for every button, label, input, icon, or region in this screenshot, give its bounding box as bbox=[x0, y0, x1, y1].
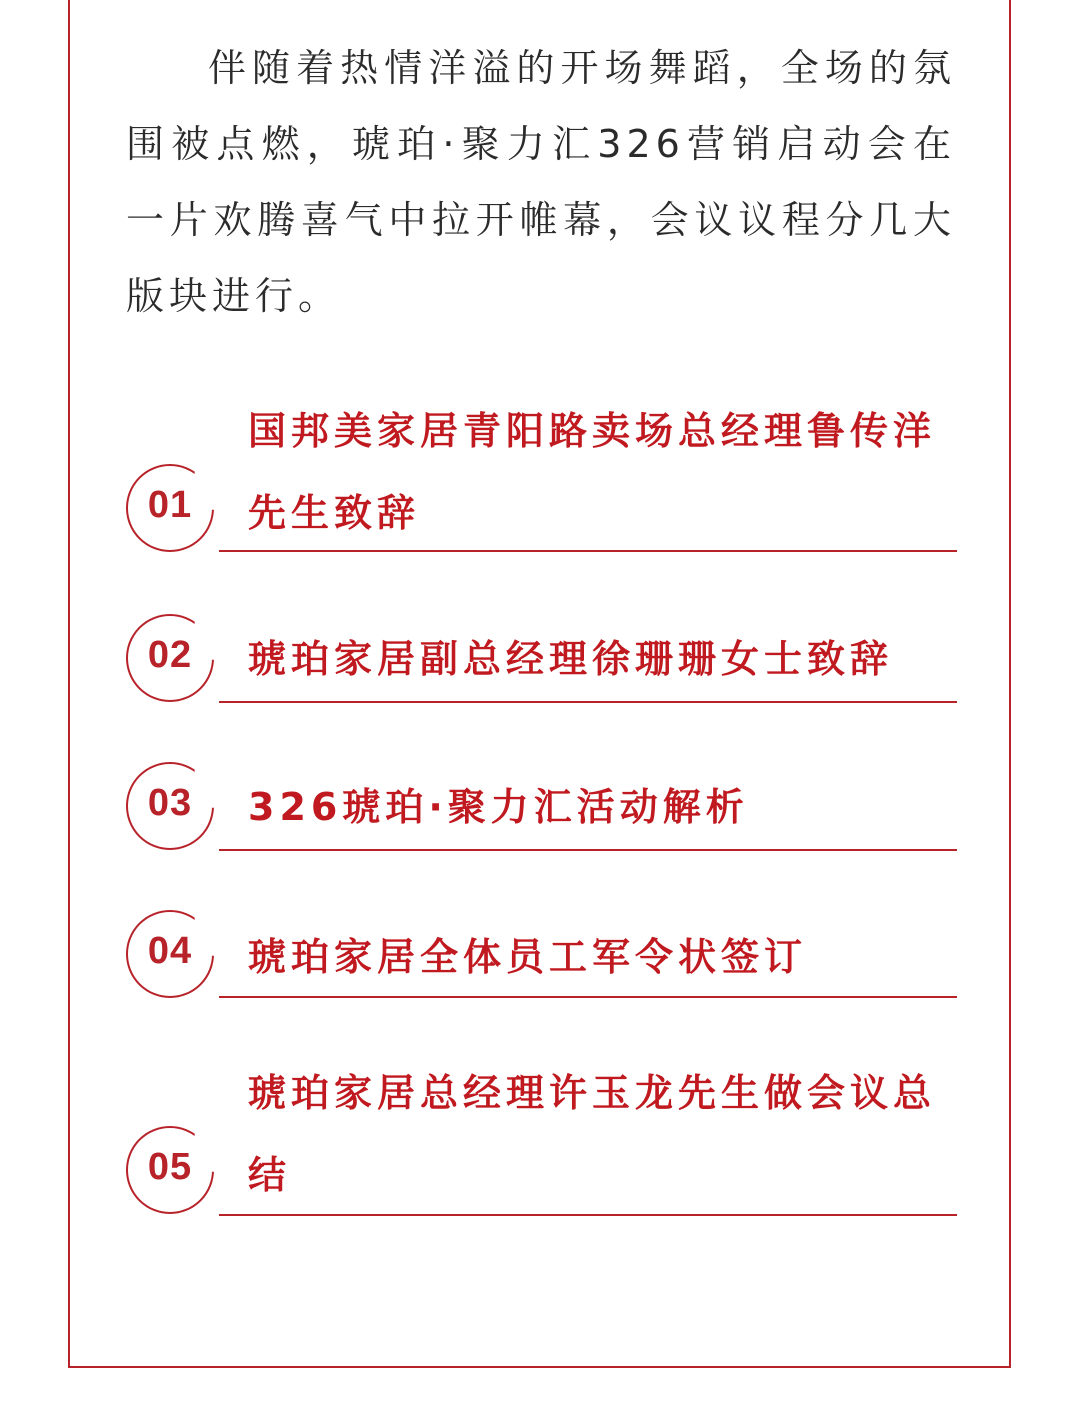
agenda-item-01 bbox=[126, 390, 958, 560]
intro-paragraph: 伴随着热情洋溢的开场舞蹈，全场的氛围被点燃，琥珀·聚力汇326营销启动会在一片欢腾喜气中拉开帷幕，会议议程分几大版块进行。 bbox=[126, 46, 956, 318]
agenda-item-03 bbox=[126, 760, 958, 856]
agenda-underline bbox=[219, 996, 957, 998]
agenda-underline bbox=[219, 701, 957, 703]
agenda-title: 琥珀家居全体员工军令状签订 bbox=[248, 935, 808, 979]
agenda-number: 04 bbox=[147, 930, 193, 972]
agenda-underline bbox=[219, 849, 957, 851]
agenda-number: 05 bbox=[147, 1146, 193, 1188]
agenda-number: 03 bbox=[147, 782, 193, 824]
agenda-underline bbox=[219, 1214, 957, 1216]
agenda-underline bbox=[219, 550, 957, 552]
agenda-item-05 bbox=[126, 1052, 958, 1222]
agenda-title: 国邦美家居青阳路卖场总经理鲁传洋先生致辞 bbox=[248, 409, 937, 535]
agenda-title: 326琥珀·聚力汇活动解析 bbox=[248, 785, 749, 829]
agenda-title: 琥珀家居副总经理徐珊珊女士致辞 bbox=[248, 637, 894, 681]
agenda-item-04 bbox=[126, 908, 958, 1004]
agenda-item-02 bbox=[126, 612, 958, 708]
agenda-number: 01 bbox=[147, 484, 193, 526]
agenda-number: 02 bbox=[147, 634, 193, 676]
agenda-title: 琥珀家居总经理许玉龙先生做会议总结 bbox=[248, 1071, 937, 1197]
